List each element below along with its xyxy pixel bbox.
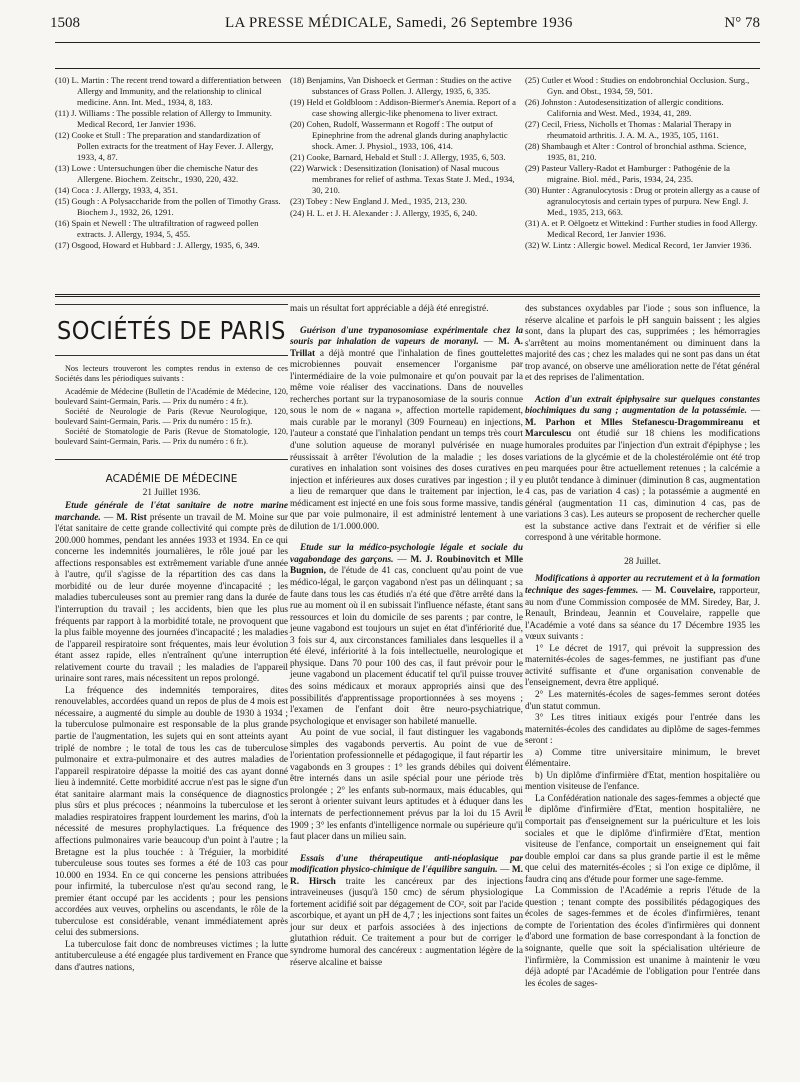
- article-paragraph: La fréquence des indemnités temporaires, dites renouvelables, accordées quand un repos de plus de 4 mois est nécessaire, a augmenté du simple au double de 1930 à 1934 ; la tuberculose pulmonaire est responsable de la plus grande partie de l'augmentation, les sujets qui en sont atteints ayant triplé de nombre ; le total de tous les cas de tuberculose pulmonaire et extra-pulmonaire et des autres maladies de l'appareil respiratoire dépasse la moitié des cas ayant donné lieu à indemnité. Cette morbidité accrue n'est pas le signe d'un état sanitaire alarmant mais la conséquence de diagnostics plus sûrs et plus précoces ; néanmoins la tuberculose et les maladies respiratoires frappent lourdement les marins, d'où la nécessité de mesures prophylactiques. La fréquence des affections pulmonaires varie beaucoup d'un point à l'autre ; la Bretagne est la plus touchée : à Tréguier, la morbidité tuberculeuse sous toutes ses formes a été de 103 cas pour 10.000 en 1934. En ce qui concerne les pensions attribuées pour infirmité, la tuberculose n'est qu'au second rang, le premier étant occupé par les accidents ; pour les pensions accordées aux veuves, orphelins ou ascendants, le rôle de la tuberculose est considérable, venant immédiatement après celui des submersions.: [55, 685, 288, 939]
- references-column-3: [525, 75, 760, 252]
- author-name: M. J. Roubinovitch et Mlle Bugnion,: [290, 554, 523, 577]
- references-column-1: [55, 75, 283, 252]
- reference-item: (27) Cecil, Friess, Nicholls et Thomas : Malarial Therapy in rheumatoid arthritis. J. A. M. A., 1935, 105, 1161.: [525, 119, 732, 140]
- periodical-entry: Société de Neurologie de Paris (Revue Neurologique, 120, boulevard Saint-Germain, Paris. — Prix du numéro : 15 fr.).: [55, 407, 288, 426]
- article-title: Etude sur la médico-psychologie légale et sociale du vagabondage des garçons.: [290, 543, 523, 565]
- article-paragraph: Au point de vue social, il faut distinguer les vagabonds simples des vagabonds pervertis. Au point de vue de l'orientation professionnelle et pédagogique, il faut répartir les vagabonds en 3 groupes : 1° les grands débiles qui doivent être internés dans un asile spécial pour une période très prolongée ; 2° les enfants sub-normaux, mais éducables, qui seront à orienter suivant leurs aptitudes et à éduquer dans les internats de perfectionnement prévus par la loi du 15 Avril 1909 ; 3° les enfants d'intelligence normale ou supérieure qu'il faut placer dans un milieu sain.: [290, 728, 523, 843]
- article-paragraph: La tuberculose fait donc de nombreuses victimes ; la lutte antituberculeuse a été engagée plus tardivement en France que dans d'autres nations,: [55, 939, 288, 973]
- academy-heading: ACADÉMIE DE MÉDECINE: [105, 473, 238, 485]
- periodical-entry: Académie de Médecine (Bulletin de l'Académie de Médecine, 120, boulevard Saint-Germain, Paris. — Prix du numéro : 4 fr.).: [55, 387, 288, 406]
- reference-item: (15) Gough : A Polysaccharide from the pollen of Timothy Grass. Biochem J., 1932, 26, 1291.: [55, 196, 281, 218]
- issue-number: N° 78: [724, 15, 760, 31]
- article-paragraph: b) Un diplôme d'infirmière d'Etat, mention hospitalière ou mention visiteuse de l'enfance.: [525, 770, 760, 793]
- reference-item: (22) Warwick : Desensitization (Ionisation) of Nasal mucous membranes for relief of asthma. Texas State J. Med., 1934, 30, 210.: [290, 163, 515, 195]
- article-paragraph: 3° Les titres initiaux exigés pour l'entrée dans les maternités-écoles des candidates au diplôme de sages-femmes seront :: [525, 713, 760, 747]
- reference-item: (29) Pasteur Vallery-Radot et Hamburger : Pathogénie de la migraine. Biol. méd., Paris, 1934, 24, 235.: [525, 163, 730, 185]
- page-number: 1508: [50, 15, 80, 31]
- article-column-2: mais un résultat fort appréciable a déjà été enregistré. Guérison d'une trypanosomiase expérimentale chez la souris par inhalation de vapeurs de moranyl. — M. A. Trillat a déjà montré que l'inhalation de fines gouttelettes microbiennes pouvait ensemencer l'organisme par l'intermédiaire de la voie pulmonaire et qu'on pouvait par la même voie réaliser des vaccinations. Dans de nouvelles recherches portant sur la trypanosomiase de la souris connue sous le nom de « nagana », affection mortelle rapidement, mais curable par le moranyl (309 Fourneau) en injections, l'auteur a constaté que l'inhalation pendant un temps très court d'une solution aqueuse de moranyl pulvérisée en nuage réussissait à arrêter l'évolution de la maladie ; les doses curatives en inhalation sont voisines des doses curatives en injection et inférieures aux doses curatives par ingestion ; il y a lieu de remarquer que dans le traitement par injection, le médicament est injecté en une fois sous forme massive, tandis que par voie pulmonaire, il est administré lentement à une dilution de 1/1.000.000. Etude sur la médico-psychologie légale et sociale du vagabondage des garçons. — M. J. Roubinovitch et Mlle Bugnion, de l'étude de 41 cas, concluent qu'au point de vue médico-légal, le garçon vagabond n'est pas un délinquant ; sa faute dans tous les cas étudiés n'a été que d'être arrêté dans la rue au moment où il en subissait l'influence néfaste, étant sans ressources et loin du domicile de ses parents ; par contre, le jeune vagabond est toujours un sujet en état d'infériorité due, 3 fois sur 4, aux circonstances familiales dans lesquelles il a été élevé, infériorité à la fois intellectuelle, neurologique et physique. Dans 70 pour 100 des cas, il faut prévoir pour le jeune vagabond un placement éducatif tel qu'il puisse trouver des soins médicaux et moraux appropriés ainsi que des possibilités d'apprentissage proportionnées à ses moyens ; l'examen de l'enfant doit être neuro-psychiatrique, psychologique et envisager son habileté manuelle. Au point de vue social, il faut distinguer les vagabonds simples des vagabonds pervertis. Au point de vue de l'orientation professionnelle et pédagogique, il faut répartir les vagabonds en 3 groupes : 1° les grands débiles qui doivent être internés dans un asile spécial pour une période très prolongée ; 2° les enfants sub-normaux, mais éducables, qui seront à orienter suivant leurs aptitudes et à éduquer dans les internats de perfectionnement prévus par la loi du 15 Avril 1909 ; 3° les enfants d'intelligence normale ou supérieure qu'il faut placer dans un milieu sain. Essais d'une thérapeutique anti-néoplasique par modification physico-chimique de l'équilibre sanguin. — M. R. Hirsch traite les cancéreux par des injections intraveineuses (jusqu'à 150 cmc) de sérum physiologique fortement acidifié soit par dégagement de CO², soit par l'acide ascorbique, et ayant un pH de 4,7 ; les injections sont faites un jour sur deux et parfois associées à des injections de glutathion réduit. Ce traitement a pour but de corriger le syndrome humoral des cancéreux : augmentation légère de la réserve alcaline et baisse: [290, 304, 524, 968]
- author-name: M. Rist: [116, 512, 147, 523]
- periodical-entry: Société de Stomatologie de Paris (Revue de Stomatologie, 120, boulevard Saint-Germain, Paris. — Prix du numéro : 6 fr.).: [55, 427, 288, 446]
- running-title: LA PRESSE MÉDICALE, Samedi, 26 Septembre 1936: [225, 15, 573, 31]
- article-title: Guérison d'une trypanosomiase expérimentale chez la souris par inhalation de vapeurs de moranyl.: [290, 325, 523, 348]
- article-paragraph: des substances oxydables par l'iode ; sous son influence, la réserve alcaline et parfois le pH sanguin baissent ; les algies sont, dans la plupart des cas, supprimées ; les hémorragies s'arrêtent au moins momentanément ou diminuent dans la majorité des cas ; chez les malades qui ne sont pas dans un état trop avancé, on observe une amélioration nette de l'état général et des reprises de l'alimentation.: [525, 304, 760, 384]
- article-body: traite les cancéreux par des injections intraveineuses (jusqu'à 150 cmc) de sérum physiologique fortement acidifié soit par dégagement de CO², soit par l'acide ascorbique, et ayant un pH de 4,7 ; les injections sont faites un jour sur deux et parfois associées à des injections de glutathion réduit. Ce traitement a pour but de corriger le syndrome humoral des cancéreux : augmentation légère de la réserve alcaline et baisse: [290, 876, 524, 968]
- societes-intro: Nos lecteurs trouveront les comptes rendus in extenso de ces Sociétés dans les périodiques suivants :: [55, 364, 288, 383]
- reference-item: (24) H. L. et J. H. Alexander : J. Allergy, 1935, 6, 240.: [290, 207, 478, 218]
- reference-item: (19) Held et Goldbloom : Addison-Biermer's Anemia. Report of a case showing allergic-like phenomena to liver extract.: [290, 97, 516, 118]
- author-name: M. R. Hirsch: [290, 865, 523, 887]
- reference-item: (11) J. Williams : The possible relation of Allergy to Immunity. Medical Record, 1er Janvier 1936.: [55, 107, 272, 129]
- article-title: Etude générale de l'état sanitaire de notre marine marchande.: [55, 501, 288, 523]
- article-body: ont étudié sur 18 chiens les modifications humorales produites par l'injection d'un extrait d'épiphyse ; les variations de la glycémie et de la cholestérolémie ont été trop peu marquées pour être actuellement retenues ; la calcémie a eu plutôt tendance à diminuer (diminution 8 cas, augmentation 4 cas, pas de variation 4 cas) ; la potassémie a augmenté en général (augmentation 11 cas, diminution 4 cas, pas de variations 3 cas). Les auteurs se proposent de rechercher quelle est la substance active dans l'extrait et de vérifier si elle correspond à une véritable hormone.: [525, 429, 760, 544]
- article-body: de l'étude de 41 cas, concluent qu'au point de vue médico-légal, le garçon vagabond n'est pas un délinquant ; sa faute dans tous les cas étudiés n'a été que d'être arrêté dans la rue au moment où il en subissait l'influence néfaste, étant sans ressources et loin du domicile de ses parents ; par contre, le jeune vagabond est toujours un sujet en état d'infériorité due, 3 fois sur 4, aux circonstances familiales dans lesquelles il a été élevé, infériorité à la fois intellectuelle, neurologique et physique. Dans 70 pour 100 des cas, il faut prévoir pour le jeune vagabond un placement éducatif tel qu'il puisse trouver des soins médicaux et moraux appropriés ainsi que des possibilités d'apprentissage proportionnées à ses moyens ; l'examen de l'enfant doit être neuro-psychiatrique, psychologique et envisager son habileté manuelle.: [290, 566, 524, 727]
- section-divider: [55, 294, 760, 297]
- article-body: rapporteur, au nom d'une Commission composée de MM. Siredey, Bar, J. Renault, Brindeau, Jeannin et Couvelaire, rappelle que l'Académie a voté dans sa séance du 17 Décembre 1935 les vœux suivants :: [525, 586, 760, 643]
- reference-item: (18) Benjamins, Van Dishoeck et German : Studies on the active substances of Grass Pollen. J. Allergy, 1935, 6, 335.: [290, 75, 512, 96]
- reference-item: (10) L. Martin : The recent trend toward a differentiation between Allergy and Immunity, and the relationship to clinical medicine. Ann. Int. Med., 1934, 8, 183.: [55, 75, 282, 107]
- article-column-3: des substances oxydables par l'iode ; sous son influence, la réserve alcaline et parfois le pH sanguin baissent ; les algies sont, dans la plupart des cas, supprimées ; les hémorragies s'arrêtent au moins momentanément ou diminuent dans la majorité des cas ; chez les malades qui ne sont pas dans un état trop avancé, on observe une amélioration nette de l'état général et des reprises de l'alimentation. Action d'un extrait épiphysaire sur quelques constantes biochimiques du sang ; augmentation de la potassémie. — M. Parhon et Mlles Stefanescu-Dragommireanu et Marculescu ont étudié sur 18 chiens les modifications humorales produites par l'injection d'un extrait d'épiphyse ; les variations de la glycémie et de la cholestérolémie ont été trop peu marquées pour être actuellement retenues ; la calcémie a eu plutôt tendance à diminuer (diminution 8 cas, augmentation 4 cas, pas de variation 4 cas) ; la potassémie a augmenté en général (augmentation 11 cas, diminution 4 cas, pas de variations 3 cas). Les auteurs se proposent de rechercher quelle est la substance active dans l'extrait et de vérifier si elle correspond à une véritable hormone. 28 Juillet. Modifications à apporter au recrutement et à la formation technique des sages-femmes. — M. Couvelaire, rapporteur, au nom d'une Commission composée de MM. Siredey, Bar, J. Renault, Brindeau, Jeannin et Couvelaire, rappelle que l'Académie a voté dans sa séance du 17 Décembre 1935 les vœux suivants : 1° Le décret de 1917, qui prévoit la suppression des maternités-écoles de sages-femmes, ne justifiant pas d'une activité suffisante et d'une organisation convenable de l'enseignement, devra être appliqué. 2° Les maternités-écoles de sages-femmes seront dotées d'un statut commun. 3° Les titres initiaux exigés pour l'entrée dans les maternités-écoles des candidates au diplôme de sages-femmes seront : a) Comme titre universitaire minimum, le brevet élémentaire. b) Un diplôme d'infirmière d'Etat, mention hospitalière ou mention visiteuse de l'enfance. La Confédération nationale des sages-femmes a objecté que le diplôme d'infirmière d'Etat, mention hospitalière, ne comportait pas d'enseignement sur la puériculture et les lois sociales et que le diplôme d'infirmière d'Etat, mention visiteuse de l'enfance, comportait un enseignement qui fait double emploi car dans sa plus grande partie il est le même que celui des maternités-écoles ; si l'on exige ce diplôme, il faudra cinq ans d'étude pour former une sage-femme. La Commission de l'Académie a repris l'étude de la question ; tenant compte des possibilités pédagogiques des écoles de sages-femmes et de écoles d'infirmières, tenant compte de l'orientation des écoles d'infirmières qui donnent d'abord une formation de base correspondant à la fonction de soignante, quelle que soit la spécialisation ultérieure de l'infirmière, la Commission est unanime à maintenir le vœu déjà adopté par l'Académie de l'obligation pour l'entrée dans les écoles de sages-: [525, 304, 761, 989]
- societes-heading-box: [55, 304, 288, 356]
- author-name: M. A. Trillat: [290, 337, 523, 359]
- section-title: SOCIÉTÉS DE PARIS: [57, 316, 286, 345]
- article-paragraph: La Commission de l'Académie a repris l'étude de la question ; tenant compte des possibilités pédagogiques des écoles de sages-femmes et de écoles d'infirmières, tenant compte de l'orientation des écoles d'infirmières qui donnent d'abord une formation de base correspondant à la fonction de soignante, quelle que soit la spécialisation ultérieure de l'infirmière, la Commission est unanime à maintenir le vœu déjà adopté par l'Académie de l'obligation pour l'entrée dans les écoles de sages-: [525, 886, 760, 989]
- article-title: Action d'un extrait épiphysaire sur quelques constantes biochimiques du sang ; augmentation de la potassémie.: [525, 394, 760, 417]
- references-column-2: [290, 75, 518, 219]
- article-paragraph: 2° Les maternités-écoles de sages-femmes seront dotées d'un statut commun.: [525, 689, 760, 712]
- header-rule: [55, 42, 760, 43]
- author-name: M. Couvelaire,: [655, 586, 716, 597]
- page-header: [50, 15, 760, 37]
- article-column-1: SOCIÉTÉS DE PARIS Nos lecteurs trouveront les comptes rendus in extenso de ces Sociétés dans les périodiques suivants : Académie de Médecine (Bulletin de l'Académie de Médecine, 120, boulevard Saint-Germain, Paris. — Prix du numéro : 4 fr.). Société de Neurologie de Paris (Revue Neurologique, 120, boulevard Saint-Germain, Paris. — Prix du numéro : 15 fr.). Société de Stomatologie de Paris (Revue de Stomatologie, 120, boulevard Saint-Germain, Paris. — Prix du numéro : 6 fr.). ACADÉMIE DE MÉDECINE 21 Juillet 1936. Etude générale de l'état sanitaire de notre marine marchande. — M. Rist présente un travail de M. Moine sur l'état sanitaire de cette grande collectivité qui compte près de 200.000 hommes, pendant les années 1933 et 1934. En ce qui concerne les indemnités journalières, le rôle joué par les affections responsables est extrêmement variable d'une année à l'autre, qu'il s'agisse de la répartition des cas dans la morbidité ou de leur durée moyenne d'incapacité ; les maladies tuberculeuses sont au premier rang dans la durée de l'interruption du travail ; les accidents, bien que les plus fréquents par rapport à la morbidité totale, ne provoquent que la plus faible moyenne des journées d'incapacité ; les maladies de l'appareil respiratoire sont fréquentes, mais leur évolution étant assez rapide, elles n'entraînent qu'une interruption relativement courte du travail ; les maladies de l'appareil urinaire sont rares, mais nécessitent un repos prolongé. La fréquence des indemnités temporaires, dites renouvelables, accordées quand un repos de plus de 4 mois est nécessaire, a augmenté du simple au double de 1930 à 1934 ; la tuberculose pulmonaire est responsable de la plus grande partie de l'augmentation, les sujets qui en sont atteints ayant triplé de nombre ; le total de tous les cas de tuberculose pulmonaire et extra-pulmonaire et des autres maladies de l'appareil respiratoire dépasse la moitié des cas ayant donné lieu à indemnité. Cette morbidité accrue n'est pas le signe d'un état sanitaire alarmant mais la conséquence de diagnostics plus sûrs et plus précoces ; néanmoins la tuberculose et les maladies respiratoires frappent lourdement les marins, d'où la nécessité de mesures prophylactiques. La fréquence des affections pulmonaires varie beaucoup d'un point à l'autre ; la Bretagne est la plus touchée : à Tréguier, la morbidité tuberculeuse sous toutes ses formes a été de 103 cas pour 10.000 en 1934. En ce qui concerne les pensions attribuées pour infirmité, la tuberculose n'est qu'au second rang, le premier étant occupé par les accidents ; pour les pensions accordées aux veuves, orphelins ou ascendants, le rôle de la tuberculose est considérable, venant immédiatement après celui des submersions. La tuberculose fait donc de nombreuses victimes ; la lutte antituberculeuse a été engagée plus tardivement en France que dans d'autres nations,: [55, 304, 288, 975]
- reference-item: (26) Johnston : Autodesensitization of allergic conditions. California and West. Med., 1934, 41, 289.: [525, 97, 724, 118]
- session-date: 21 Juillet 1936.: [142, 487, 201, 498]
- reference-item: (28) Shambaugh et Alter : Control of bronchial asthma. Science, 1935, 81, 210.: [525, 141, 747, 163]
- article-body: a déjà montré que l'inhalation de fines gouttelettes microbiennes pouvait ensemencer l'organisme par l'intermédiaire de la voie pulmonaire et qu'on pouvait par la même voie réaliser des vaccinations. Dans de nouvelles recherches portant sur la trypanosomiase de la souris connue sous le nom de « nagana », affection mortelle rapidement, mais curable par le moranyl (309 Fourneau) en injections, l'auteur a constaté que l'inhalation pendant un temps très court d'une solution aqueuse de moranyl pulvérisée en nuage réussissait à arrêter l'évolution de la maladie ; les doses curatives en inhalation sont voisines des doses curatives en injection et inférieures aux doses curatives par ingestion ; il y a lieu de remarquer que dans le traitement par injection, le médicament est injecté en une fois sous forme massive, tandis que par voie pulmonaire, il est administré lentement à une dilution de 1/1.000.000.: [290, 348, 523, 532]
- reference-item: (17) Osgood, Howard et Hubbard : J. Allergy, 1935, 6, 349.: [55, 240, 260, 251]
- article-paragraph: mais un résultat fort appréciable a déjà été enregistré.: [290, 304, 489, 314]
- article-paragraph: La Confédération nationale des sages-femmes a objecté que le diplôme d'infirmière d'Etat, mention hospitalière, ne comportait pas d'enseignement sur la puériculture et les lois sociales et que le diplôme d'infirmière d'Etat, mention visiteuse de l'enfance, comportait un enseignement qui fait double emploi car dans sa plus grande partie il est le même que celui des maternités-écoles ; si l'on exige ce diplôme, il faudra cinq ans d'étude pour former une sage-femme.: [525, 793, 760, 885]
- session-date: 28 Juillet.: [624, 556, 661, 567]
- reference-item: (25) Cutler et Wood : Studies on endobronchial Occlusion. Surg., Gyn. and Obst., 1934, 59, 501.: [525, 75, 750, 96]
- references-top-rule: [55, 68, 760, 69]
- reference-item: (16) Spain et Newell : The ultrafiltration of ragweed pollen extracts. J. Allergy, 1934, 5, 455.: [55, 218, 259, 240]
- reference-item: (13) Lowe : Untersuchungen über die chemische Natur des Allergene. Biochem. Zeitschr., 1930, 220, 432.: [55, 162, 258, 184]
- article-paragraph: a) Comme titre universitaire minimum, le brevet élémentaire.: [525, 747, 760, 770]
- reference-item: (14) Coca : J. Allergy, 1933, 4, 351.: [55, 184, 178, 195]
- article-title: Essais d'une thérapeutique anti-néoplasique par modification physico-chimique de l'équilibre sanguin.: [290, 853, 523, 876]
- reference-item: (12) Cooke et Stull : The preparation and standardization of Pollen extracts for the treatment of Hay Fever. J. Allergy, 1933, 4, 87.: [55, 129, 274, 162]
- reference-item: (20) Cohen, Rudolf, Wassermann et Rogoff : The output of Epinephrine from the adrenal glands during anaphylactic shock. Amer. J. Physiol., 1933, 106, 414.: [290, 119, 508, 151]
- reference-item: (30) Hunter : Agranulocytosis : Drug or protein allergy as a cause of agranulocytosis and certain types of purpura. New Engl. J. Med., 1935, 213, 663.: [525, 185, 760, 218]
- article-title: Modifications à apporter au recrutement et à la formation technique des sages-femmes.: [525, 574, 760, 597]
- reference-item: (31) A. et P. Oëlgoetz et Wittekind : Further studies in food Allergy. Medical Record, 1er Janvier 1936.: [525, 218, 758, 240]
- reference-item: (32) W. Lintz : Allergic bowel. Medical Record, 1er Janvier 1936.: [525, 240, 752, 251]
- author-name: M. Parhon et Mlles Stefanescu-Dragommireanu et Marculescu: [525, 417, 760, 440]
- reference-item: (23) Tobey : New England J. Med., 1935, 213, 230.: [290, 196, 468, 207]
- article-paragraph: 1° Le décret de 1917, qui prévoit la suppression des maternités-écoles de sages-femmes, ne justifiant pas d'une activité suffisante et d'une organisation convenable de l'enseignement, devra être appliqué.: [525, 643, 760, 689]
- societes-bottom-rule: [55, 459, 288, 460]
- article-body: présente un travail de M. Moine sur l'état sanitaire de cette grande collectivité qui compte près de 200.000 hommes, pendant les années 1933 et 1934. En ce qui concerne les indemnités journalières, le rôle joué par les affections responsables est extrêmement variable d'une année à l'autre, qu'il s'agisse de la répartition des cas dans la morbidité ou de leur durée moyenne d'incapacité ; les maladies tuberculeuses sont au premier rang dans la durée de l'interruption du travail ; les accidents, bien que les plus fréquents par rapport à la morbidité totale, ne provoquent que la plus faible moyenne des journées d'incapacité ; les maladies de l'appareil respiratoire sont fréquentes, mais leur évolution étant assez rapide, elles n'entraînent qu'une interruption relativement courte du travail ; les maladies de l'appareil urinaire sont rares, mais nécessitent un repos prolongé.: [55, 512, 288, 685]
- reference-item: (21) Cooke, Barnard, Hebald et Stull : J. Allergy, 1935, 6, 503.: [290, 152, 506, 163]
